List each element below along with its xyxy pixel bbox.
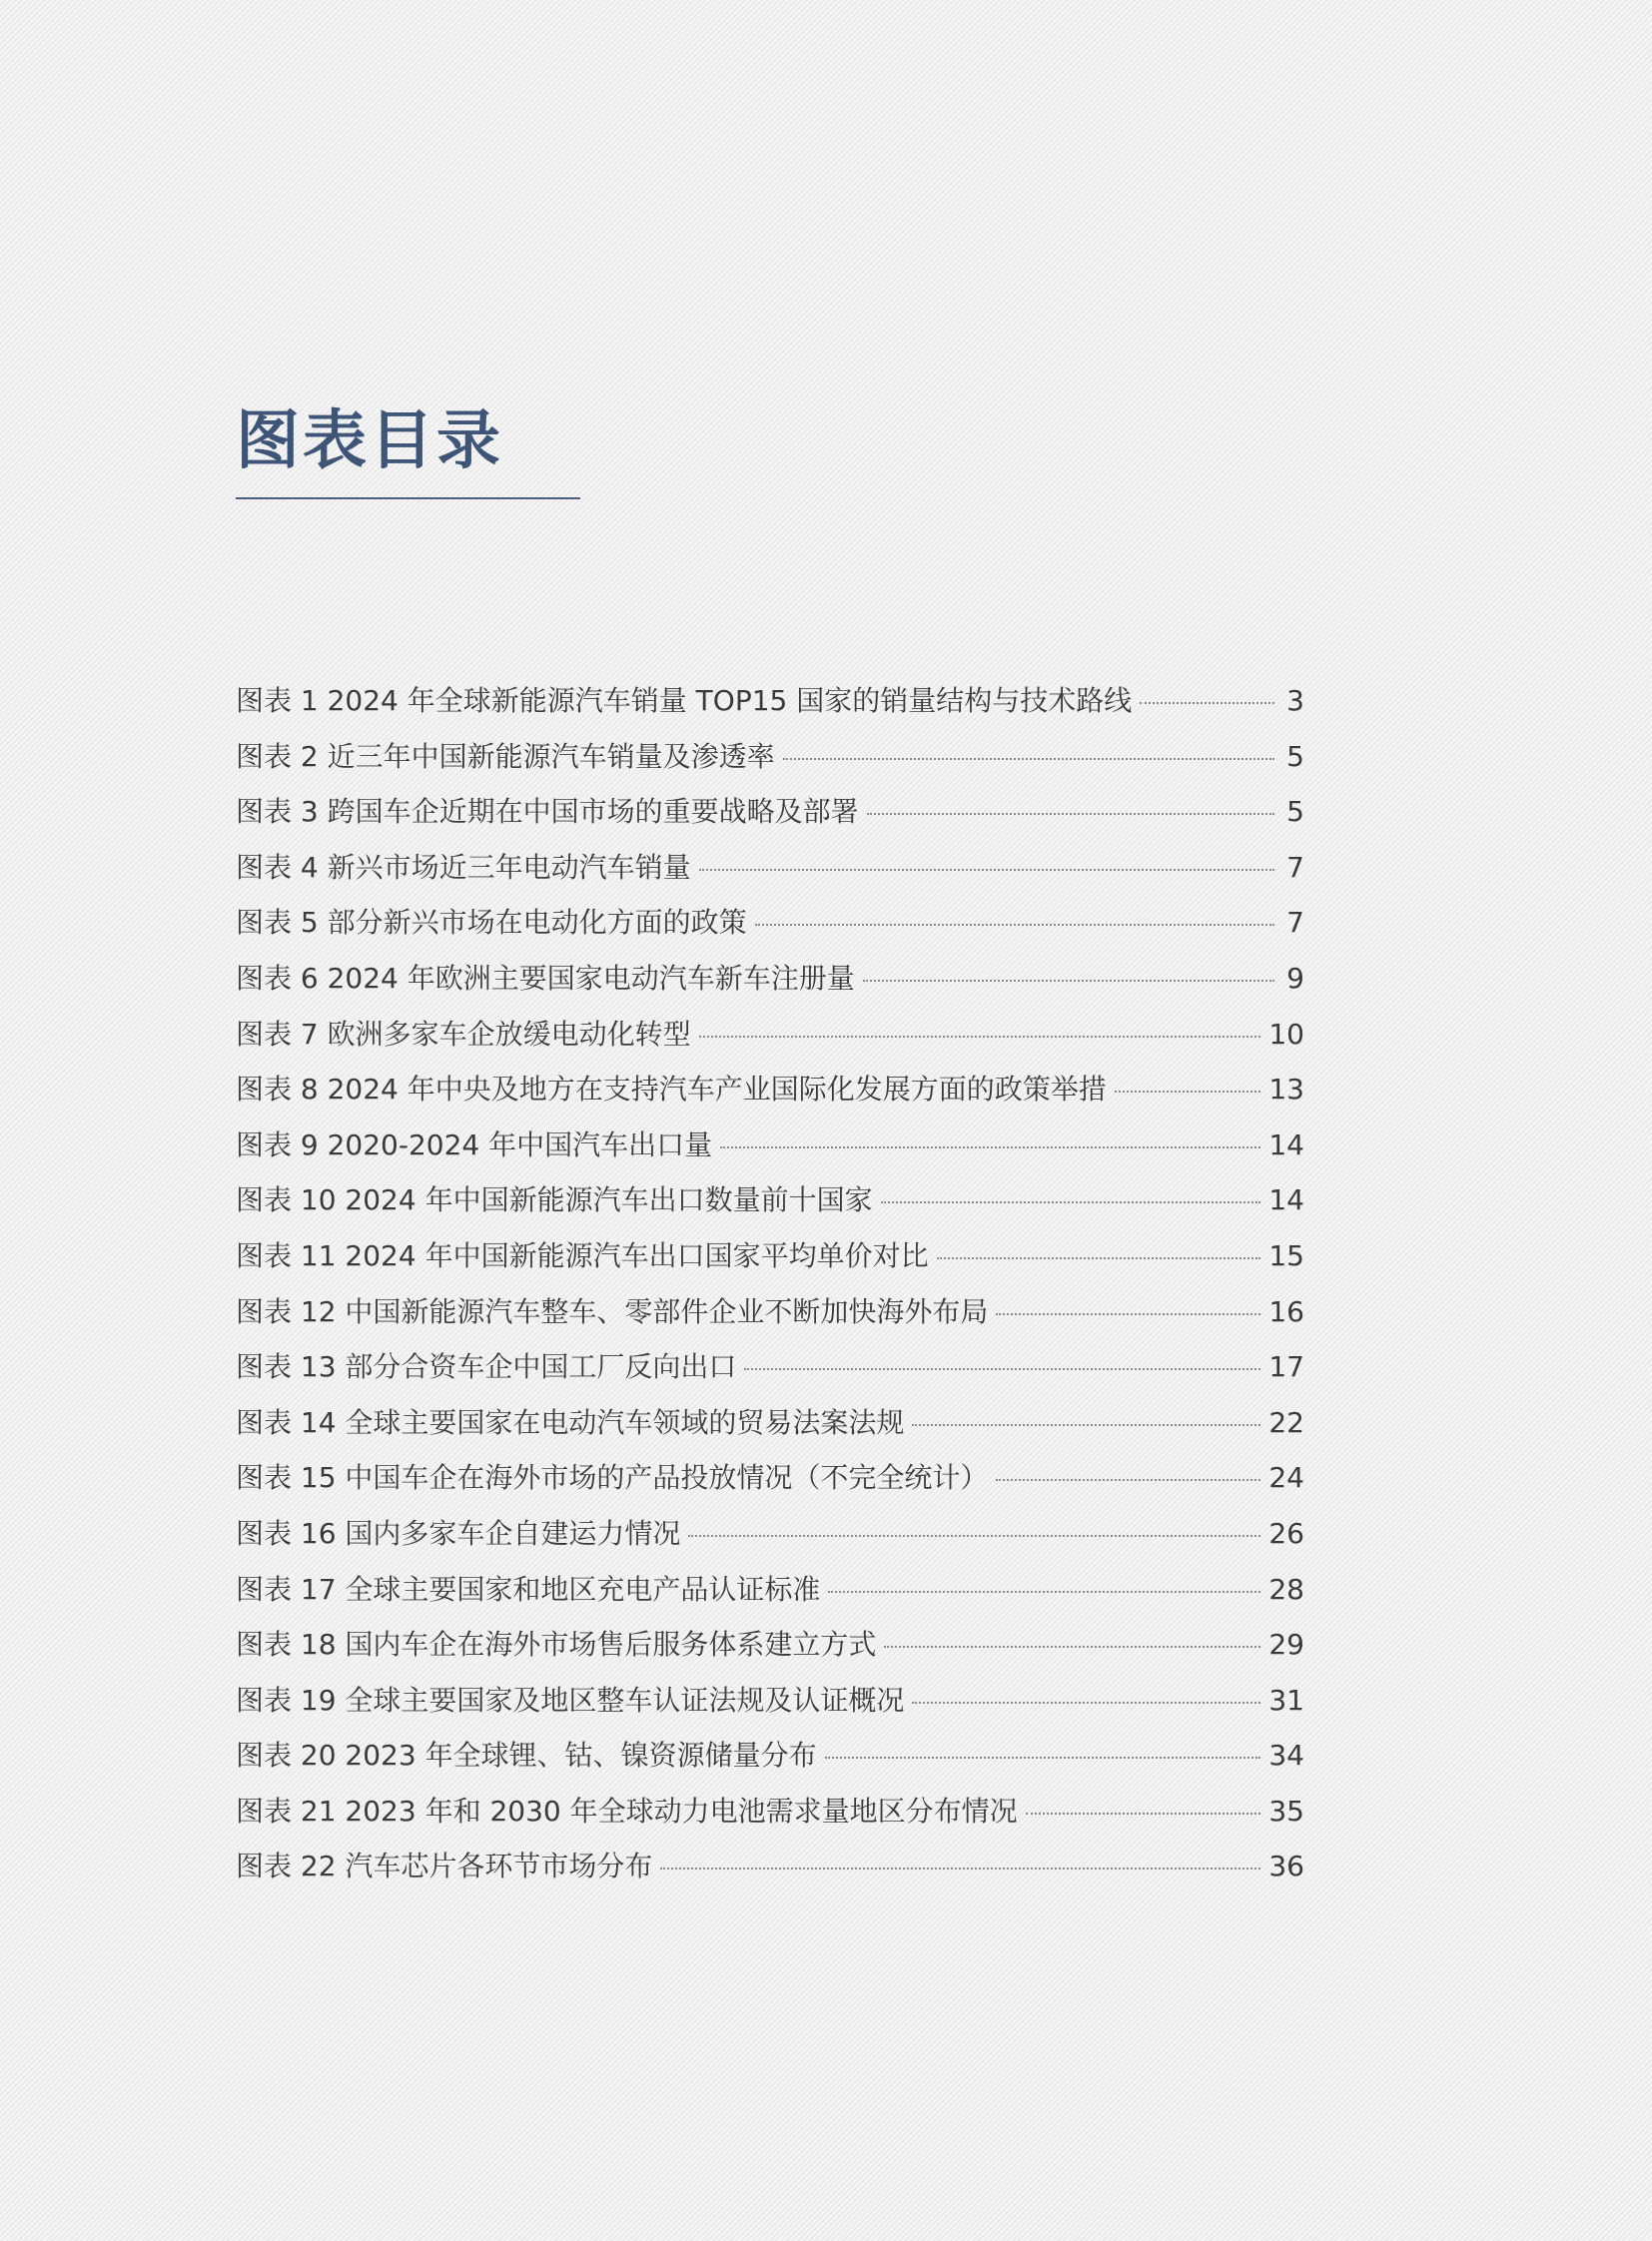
figure-entry[interactable] <box>236 1013 1304 1069</box>
figure-entry-label: 图表 18 国内车企在海外市场售后服务体系建立方式 <box>236 1628 877 1662</box>
figure-entry-page: 29 <box>1268 1628 1304 1662</box>
figure-entry[interactable] <box>236 1790 1304 1846</box>
figure-entry[interactable] <box>236 1456 1304 1512</box>
figure-entry-page: 5 <box>1286 795 1304 829</box>
figure-entry-page: 26 <box>1268 1516 1304 1550</box>
figure-entry-label: 图表 6 2024 年欧洲主要国家电动汽车新车注册量 <box>236 961 855 995</box>
figure-entry-label: 图表 22 汽车芯片各环节市场分布 <box>236 1850 653 1883</box>
figure-entry-label: 图表 19 全球主要国家及地区整车认证法规及认证概况 <box>236 1683 905 1717</box>
figure-entry[interactable] <box>236 957 1304 1013</box>
figure-entry-label: 图表 7 欧洲多家车企放缓电动化转型 <box>236 1017 691 1051</box>
dot-leader <box>884 1646 1260 1648</box>
dot-leader <box>828 1591 1260 1593</box>
dot-leader <box>783 758 1274 760</box>
dot-leader <box>688 1535 1260 1537</box>
figure-entry[interactable] <box>236 735 1304 791</box>
figure-entry-page: 35 <box>1268 1794 1304 1828</box>
figure-entry-page: 13 <box>1268 1073 1304 1107</box>
figure-entry-page: 17 <box>1268 1350 1304 1384</box>
figure-entry-label: 图表 16 国内多家车企自建运力情况 <box>236 1516 681 1550</box>
figure-entry-page: 22 <box>1268 1405 1304 1439</box>
dot-leader <box>744 1368 1260 1370</box>
figure-entry[interactable] <box>236 1734 1304 1790</box>
page-title: 图表目录 <box>236 404 503 478</box>
dot-leader <box>867 813 1274 815</box>
dot-leader <box>863 980 1274 982</box>
figure-entry-page: 7 <box>1286 906 1304 940</box>
dot-leader <box>660 1868 1260 1869</box>
figure-entry[interactable] <box>236 1623 1304 1679</box>
figure-entry-label: 图表 12 中国新能源汽车整车、零部件企业不断加快海外布局 <box>236 1294 989 1328</box>
figure-entry-label: 图表 2 近三年中国新能源汽车销量及渗透率 <box>236 739 775 773</box>
figure-entry[interactable] <box>236 1068 1304 1123</box>
dot-leader <box>1026 1813 1261 1815</box>
figure-entry-label: 图表 15 中国车企在海外市场的产品投放情况（不完全统计） <box>236 1461 989 1495</box>
dot-leader <box>1115 1091 1261 1093</box>
dot-leader <box>996 1313 1260 1315</box>
figure-entry-label: 图表 1 2024 年全球新能源汽车销量 TOP15 国家的销量结构与技术路线 <box>236 684 1133 717</box>
figure-entry-page: 14 <box>1268 1127 1304 1161</box>
figure-entry-page: 10 <box>1268 1017 1304 1051</box>
figure-entry-label: 图表 17 全球主要国家和地区充电产品认证标准 <box>236 1572 821 1606</box>
figure-list <box>236 679 1304 1900</box>
figure-entry[interactable] <box>236 1512 1304 1568</box>
dot-leader <box>720 1146 1260 1148</box>
figure-entry-page: 14 <box>1268 1183 1304 1217</box>
figure-entry-page: 24 <box>1268 1461 1304 1495</box>
figure-entry-label: 图表 9 2020-2024 年中国汽车出口量 <box>236 1127 713 1161</box>
dot-leader <box>699 869 1274 871</box>
dot-leader <box>699 1036 1261 1038</box>
figure-entry-page: 9 <box>1286 961 1304 995</box>
figure-entry-label: 图表 11 2024 年中国新能源汽车出口国家平均单价对比 <box>236 1238 929 1272</box>
dot-leader <box>912 1424 1260 1426</box>
figure-entry-label: 图表 20 2023 年全球锂、钴、镍资源储量分布 <box>236 1739 817 1773</box>
figure-entry-page: 28 <box>1268 1572 1304 1606</box>
figure-entry[interactable] <box>236 1290 1304 1346</box>
figure-entry[interactable] <box>236 1123 1304 1179</box>
figure-entry[interactable] <box>236 901 1304 957</box>
figure-entry-page: 36 <box>1268 1850 1304 1883</box>
figure-entry[interactable] <box>236 846 1304 902</box>
dot-leader <box>881 1201 1261 1203</box>
dot-leader <box>937 1257 1261 1259</box>
figure-entry[interactable] <box>236 679 1304 735</box>
dot-leader <box>996 1479 1260 1481</box>
figure-entry[interactable] <box>236 1568 1304 1624</box>
dot-leader <box>755 924 1274 926</box>
figure-entry-page: 5 <box>1286 739 1304 773</box>
figure-entry-page: 15 <box>1268 1238 1304 1272</box>
figure-entry[interactable] <box>236 1178 1304 1234</box>
figure-entry-label: 图表 8 2024 年中央及地方在支持汽车产业国际化发展方面的政策举措 <box>236 1073 1107 1107</box>
dot-leader <box>1140 702 1274 704</box>
figure-entry-label: 图表 14 全球主要国家在电动汽车领域的贸易法案法规 <box>236 1405 905 1439</box>
figure-entry[interactable] <box>236 790 1304 846</box>
figure-entry-label: 图表 10 2024 年中国新能源汽车出口数量前十国家 <box>236 1183 873 1217</box>
figure-entry[interactable] <box>236 1401 1304 1457</box>
figure-entry-page: 31 <box>1268 1683 1304 1717</box>
title-underline <box>236 497 580 499</box>
figure-entry-page: 7 <box>1286 850 1304 884</box>
figure-entry[interactable] <box>236 1679 1304 1735</box>
dot-leader <box>825 1757 1261 1759</box>
figure-entry[interactable] <box>236 1345 1304 1401</box>
figure-entry[interactable] <box>236 1234 1304 1290</box>
figure-entry[interactable] <box>236 1845 1304 1900</box>
figure-entry-label: 图表 13 部分合资车企中国工厂反向出口 <box>236 1350 737 1384</box>
figure-entry-label: 图表 4 新兴市场近三年电动汽车销量 <box>236 850 691 884</box>
figure-entry-label: 图表 5 部分新兴市场在电动化方面的政策 <box>236 906 747 940</box>
figure-entry-page: 16 <box>1268 1294 1304 1328</box>
figure-entry-label: 图表 3 跨国车企近期在中国市场的重要战略及部署 <box>236 795 859 829</box>
dot-leader <box>912 1702 1260 1704</box>
figure-entry-label: 图表 21 2023 年和 2030 年全球动力电池需求量地区分布情况 <box>236 1794 1018 1828</box>
figure-entry-page: 34 <box>1268 1739 1304 1773</box>
figure-entry-page: 3 <box>1286 684 1304 717</box>
